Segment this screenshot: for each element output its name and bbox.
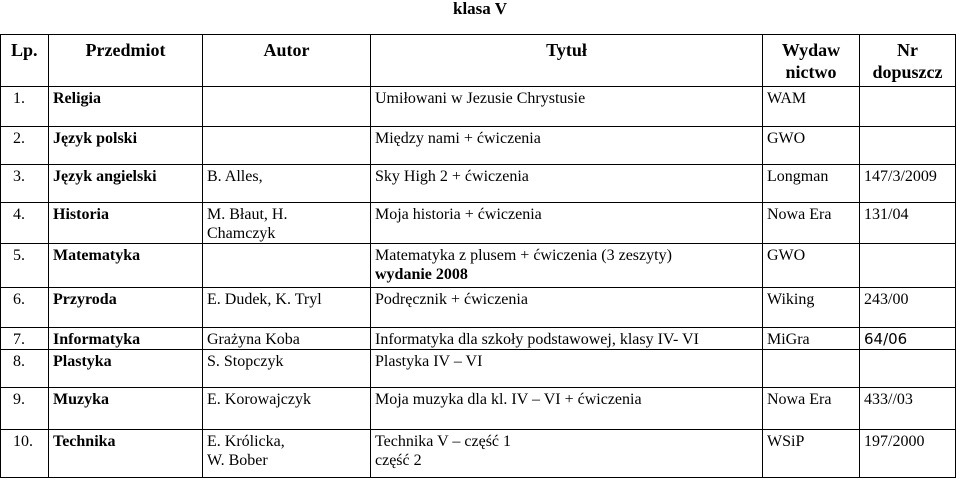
header-wydawnictwo: Wydaw nictwo	[763, 35, 860, 87]
table-row: 7. Informatyka Grażyna Koba Informatyka dla szkoły podstawowej, klasy IV- VI MiGra 64/06	[1, 328, 956, 350]
table-row: 6. Przyroda E. Dudek, K. Tryl Podręcznik + ćwiczenia Wiking 243/00	[1, 288, 956, 328]
table-row: 2. Język polski Między nami + ćwiczenia GWO	[1, 127, 956, 165]
header-tytul: Tytuł	[371, 35, 763, 87]
header-nr-dopuszczenia: Nr dopuszcz	[860, 35, 956, 87]
table-row: 9. Muzyka E. Korowajczyk Moja muzyka dla kl. IV – VI + ćwiczenia Nowa Era 433//03	[1, 388, 956, 430]
table-header-row	[1, 35, 956, 87]
table-row: 5. Matematyka Matematyka z plusem + ćwiczenia (3 zeszyty) wydanie 2008 GWO	[1, 244, 956, 288]
header-lp: Lp.	[1, 35, 49, 87]
table-row: 1. Religia Umiłowani w Jezusie Chrystusie WAM	[1, 87, 956, 127]
table-row: 4. Historia M. Błaut, H. Chamczyk Moja historia + ćwiczenia Nowa Era 131/04	[1, 203, 956, 244]
table-row: 10. Technika E. Królicka, W. Bober Technika V – część 1 część 2 WSiP 197/2000	[1, 430, 956, 478]
textbook-table	[0, 34, 956, 478]
table-row: 3. Język angielski B. Alles, Sky High 2 + ćwiczenia Longman 147/3/2009	[1, 165, 956, 203]
table-row: 8. Plastyka S. Stopczyk Plastyka IV – VI	[1, 350, 956, 388]
header-autor: Autor	[203, 35, 371, 87]
page-title: klasa V	[452, 0, 507, 18]
header-przedmiot: Przedmiot	[49, 35, 203, 87]
